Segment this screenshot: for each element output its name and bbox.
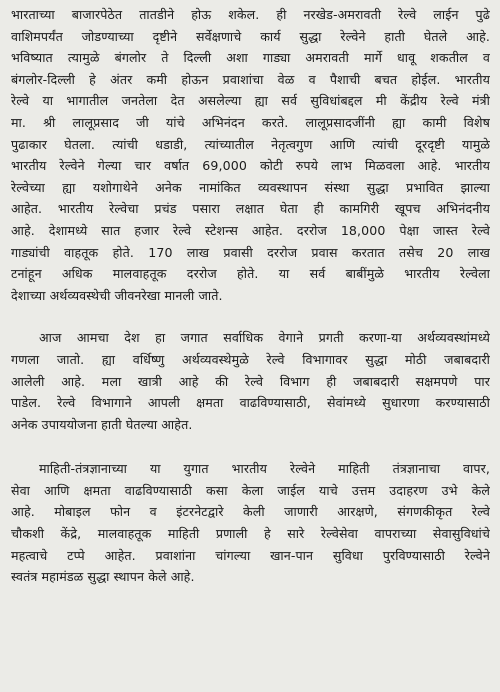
text-line: माहिती-तंत्रज्ञानाच्या या युगात भारतीय रेल्वेने माहिती तंत्रज्ञानाचा वापर,	[39, 461, 490, 477]
text-line: गणला जातो. ह्या वर्धिष्णु अर्थव्यवस्थेमुळे रेल्वे विभागावर सुद्धा मोठी जबाबदारी	[11, 351, 490, 367]
paragraph-2	[11, 327, 490, 435]
paragraph-spacer	[11, 435, 490, 458]
text-line: पाडेल. रेल्वे विभागाने आपली क्षमता वाढविण्यासाठी, सेवांमध्ये सुधारणा करण्यासाठी	[11, 395, 490, 411]
paragraph-spacer	[11, 306, 490, 327]
text-line: मा. श्री लालूप्रसाद जी यांचे अभिनंदन करते. लालूप्रसादजींनी ह्या कामी विशेष	[11, 114, 490, 130]
text-line: रेल्वेच्या ह्या यशोगाथेने अनेक नामांकित व्यवस्थापन संस्था सुद्धा प्रभावित झाल्या	[11, 179, 490, 195]
text-line: आज आमचा देश हा जगात सर्वाधिक वेगाने प्रगती करणा-या अर्थव्यवस्थांमध्ये	[39, 330, 490, 346]
text-line: भारताच्या बाजारपेठेत तातडीने होऊ शकेल. ही नरखेड-अमरावती रेल्वे लाईन पुढे	[11, 7, 490, 22]
paragraph-1	[11, 4, 490, 306]
text-line: देशाच्या अर्थव्यवस्थेची जीवनरेखा मानली जाते.	[11, 287, 223, 303]
text-line: रेल्वे या भागातील जनतेला देत असलेल्या ह्या सर्व सुविधांबद्दल मी केंद्रीय रेल्वे मंत्री	[11, 93, 490, 109]
text-line: पुढाकार घेतला. त्यांची धडाडी, त्यांच्यातील नेतृत्वगुण आणि त्यांची दूरदृष्टी यामुळे	[11, 136, 490, 152]
text-line: बंगलोर-दिल्ली हे अंतर कमी होऊन प्रवाशांचा वेळ व पैशाची बचत होईल. भारतीय	[11, 71, 490, 87]
text-line: महत्वाचे टप्पे आहेत. प्रवाशांना चांगल्या खान-पान सुविधा पुरविण्यासाठी रेल्वेने	[11, 547, 490, 563]
text-line: आहे. मोबाइल फोन व इंटरनेटद्वारे केली जाणारी आरक्षणे, संगणकीकृत रेल्वे	[11, 504, 490, 520]
text-line: आहे. देशामध्ये सात हजार रेल्वे स्टेशन्स आहेत. दररोज 18,000 पेक्षा जास्त रेल्वे	[11, 222, 490, 238]
text-line: चौकशी केंद्रे, मालवाहतूक माहिती प्रणाली हे सारे रेल्वेसेवा वापराच्या सेवासुविधांचे	[11, 526, 490, 542]
text-line: अनेक उपाययोजना हाती घेतल्या आहेत.	[11, 416, 193, 432]
text-line: गाड्यांची वाहतूक होते. 170 लाख प्रवासी दररोज प्रवास करतात तसेच 20 लाख	[11, 244, 490, 260]
text-line: सेवा आणि क्षमता वाढविण्यासाठी कसा केला जाईल याचे उत्तम उदाहरण उभे केले	[11, 482, 490, 498]
text-line: टनांहून अधिक मालवाहतूक दररोज होते. या सर्व बाबींमुळे भारतीय रेल्वेला	[11, 266, 490, 282]
text-line: आलेली आहे. मला खात्री आहे की रेल्वे विभाग ही जबाबदारी सक्षमपणे पार	[11, 373, 490, 389]
text-line: भविष्यात त्यामुळे बंगलोर ते दिल्ली अशा गाड्या अमरावती मार्गे धावू शकतील व	[11, 50, 490, 66]
paragraph-3	[11, 458, 490, 588]
text-line: वाशिमपर्यंत जोडण्याच्या दृष्टीने सर्वेक्षणाचे कार्य सुद्धा रेल्वेने हाती घेतले आहे.	[11, 28, 490, 44]
text-line: आहेत. भारतीय रेल्वेचा प्रचंड पसारा लक्षात घेता ही कामगिरी खूपच अभिनंदनीय	[11, 201, 490, 217]
text-line: स्वतंत्र महामंडळ सुद्धा स्थापन केले आहे.	[11, 569, 195, 585]
text-line: भारतीय रेल्वेने गेल्या चार वर्षात 69,000 कोटी रुपये लाभ मिळवला आहे. भारतीय	[11, 158, 490, 174]
